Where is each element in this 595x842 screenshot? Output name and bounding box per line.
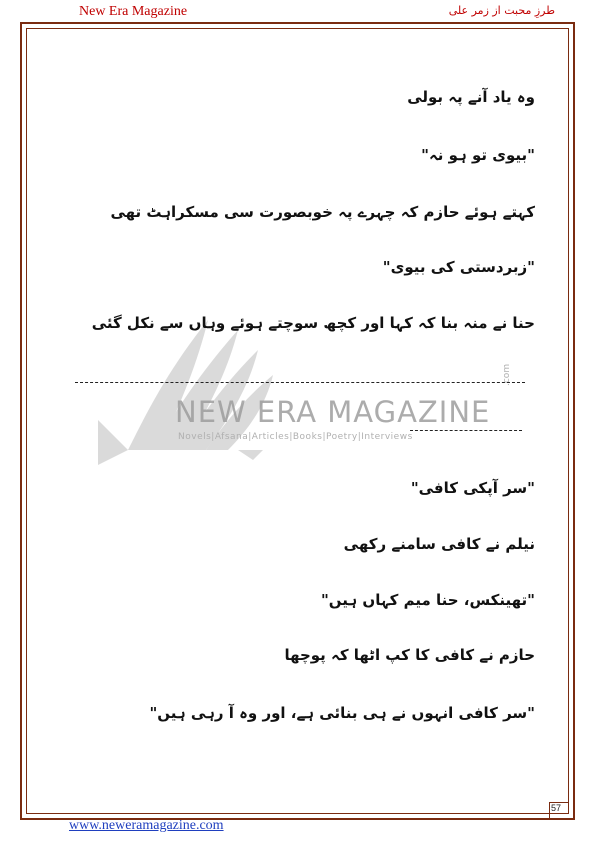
magazine-name-header: New Era Magazine [79,4,188,19]
scene-divider-short [410,430,522,431]
website-link[interactable]: www.neweramagazine.com [69,818,224,833]
scene-divider [75,382,525,383]
watermark-dotcom: .com [502,363,512,386]
story-line: حازم نے کافی کا کپ اٹھا کہ پوچھا [284,646,535,664]
page-number: 57 [551,803,562,813]
story-line: حنا نے منہ بنا کہ کہا اور کچھ سوچتے ہوئے وہاں سے نکل گئی [91,314,535,332]
story-line: نیلم نے کافی سامنے رکھی [343,535,535,553]
novel-title-header: طرزِ محبت از زمر علی [448,4,555,17]
story-line: وہ یاد آنے پہ بولی [407,88,535,106]
watermark-subtitle: Novels|Afsana|Articles|Books|Poetry|Interviews [178,432,413,442]
story-line: "بیوی تو ہو نہ" [421,146,535,164]
story-line: "سر آپکی کافی" [410,479,535,497]
watermark-title: NEW ERA MAGAZINE [175,395,491,429]
story-line: کہتے ہوئے حازم کہ چہرے پہ خوبصورت سی مسکراہٹ تھی [110,203,535,221]
story-line: "تھینکس، حنا میم کہاں ہیں" [320,591,535,609]
story-line: "زبردستی کی بیوی" [382,258,535,276]
story-line: "سر کافی انہوں نے ہی بنائی ہے، اور وہ آ رہی ہیں" [149,704,535,722]
